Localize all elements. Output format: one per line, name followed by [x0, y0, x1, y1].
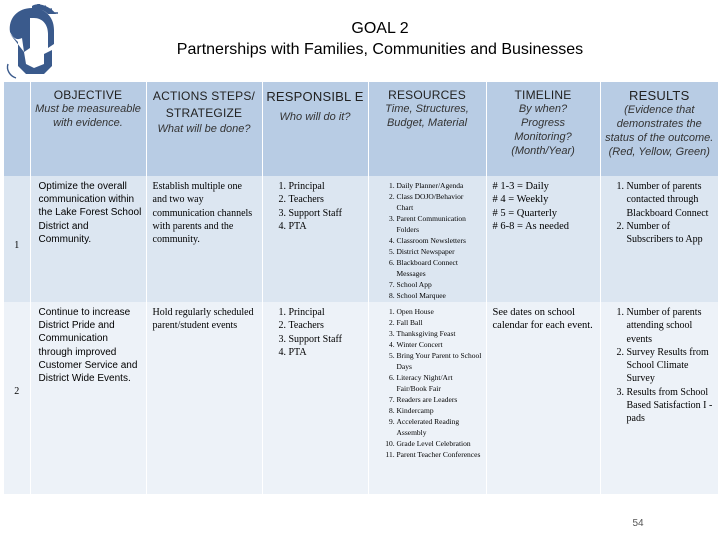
list-item: 3. Support Staff — [289, 207, 364, 220]
list-item: 10. Grade Level Celebration — [397, 438, 482, 449]
timeline-line: # 1-3 = Daily — [492, 181, 549, 192]
header-objective — [30, 82, 146, 176]
page-number: 54 — [632, 518, 644, 529]
header-responsible — [262, 82, 368, 176]
list-item: 9. Accelerated Reading Assembly — [397, 416, 482, 438]
header-caption: ACTIONS STEPS/ STRATEGIZE — [152, 89, 256, 120]
row-actions: Establish multiple one and two way communication channels with parents and the community. — [146, 176, 262, 302]
header-row — [4, 82, 718, 176]
timeline-line: # 4 = Weekly — [492, 194, 549, 206]
list-item: 8. Kindercamp — [397, 405, 482, 416]
list-item: 3. Results from School Based Satisfaction I -pads — [627, 386, 715, 426]
list-item: 6. Literacy Night/Art Fair/Book Fair — [397, 372, 482, 394]
row-results — [600, 176, 718, 302]
list-item: 5. District Newspaper — [397, 246, 482, 257]
row-responsible — [262, 302, 368, 494]
row-timeline — [486, 176, 600, 302]
list-item: 8. School Marquee — [397, 290, 482, 301]
page-subtitle: Partnerships with Families, Communities and Businesses — [176, 41, 584, 58]
row-resources — [368, 302, 486, 494]
header-caption: TIMELINE — [514, 88, 572, 102]
list-item: 4. PTA — [289, 220, 364, 233]
list-item: 4. PTA — [289, 346, 364, 359]
list-item: 3. Parent Communication Folders — [397, 213, 482, 235]
list-item: 2. Fall Ball — [397, 317, 482, 328]
timeline-line: # 5 = Quarterly — [492, 207, 558, 219]
row-responsible — [262, 176, 368, 302]
list-item: 1. Open House — [397, 306, 482, 317]
header-number — [4, 82, 30, 176]
page-title: GOAL 2 — [351, 20, 409, 37]
header-timeline — [486, 82, 600, 176]
row-objective: Optimize the overall communication within the Lake Forest School District and Community. — [30, 176, 146, 302]
list-item: 11. Parent Teacher Conferences — [397, 449, 482, 460]
header-caption: RESOURCES — [388, 88, 466, 102]
header-sub: By when? Progress Monitoring? (Month/Year) — [511, 103, 575, 157]
list-item: 2. Teachers — [289, 319, 364, 332]
row-results — [600, 302, 718, 494]
header-resources — [368, 82, 486, 176]
row-number: 1 — [4, 176, 30, 302]
list-item: 7. School App — [397, 279, 482, 290]
list-item: 1. Number of parents contacted through Blackboard Connect — [627, 180, 715, 220]
header-caption: RESPONSIBL E — [266, 89, 364, 104]
list-item: 4. Winter Concert — [397, 339, 482, 350]
row-number: 2 — [4, 302, 30, 494]
list-item: 2. Survey Results from School Climate Survey — [627, 346, 715, 386]
row-resources — [368, 176, 486, 302]
list-item: 3. Support Staff — [289, 333, 364, 346]
header-sub: Who will do it? — [279, 111, 351, 123]
header-sub: Time, Structures, Budget, Material — [385, 103, 469, 129]
list-item: 1. Daily Planner/Agenda — [397, 180, 482, 191]
list-item: 1. Principal — [289, 180, 364, 193]
list-item: 4. Classroom Newsletters — [397, 235, 482, 246]
header-results — [600, 82, 718, 176]
list-item: 2. Class DOJO/Behavior Chart — [397, 191, 482, 213]
header-sub: (Evidence that demonstrates the status of the outcome. (Red, Yellow, Green) — [605, 104, 714, 158]
list-item: 7. Readers are Leaders — [397, 394, 482, 405]
header-sub: What will be done? — [157, 123, 251, 135]
list-item: 2. Teachers — [289, 193, 364, 206]
header-sub: Must be measureable with evidence. — [35, 103, 141, 129]
table-row — [4, 302, 718, 494]
list-item: 5. Bring Your Parent to School Days — [397, 350, 482, 372]
row-actions: Hold regularly scheduled parent/student events — [146, 302, 262, 494]
list-item: 2. Number of Subscribers to App — [627, 220, 715, 247]
header-caption: OBJECTIVE — [53, 88, 123, 102]
goal-table — [4, 82, 718, 494]
list-item: 1. Number of parents attending school events — [627, 306, 715, 346]
header-actions — [146, 82, 262, 176]
list-item: 6. Blackboard Connect Messages — [397, 257, 482, 279]
list-item: 1. Principal — [289, 306, 364, 319]
row-objective: Continue to increase District Pride and Communication through improved Customer Service and District Wide Events. — [30, 302, 146, 494]
list-item: 3. Thanksgiving Feast — [397, 328, 482, 339]
timeline-line: See dates on school calendar for each event. — [492, 307, 593, 332]
table-row — [4, 176, 718, 302]
timeline-line: # 6-8 = As needed — [492, 220, 569, 232]
row-timeline — [486, 302, 600, 494]
header-caption: RESULTS — [629, 88, 690, 103]
